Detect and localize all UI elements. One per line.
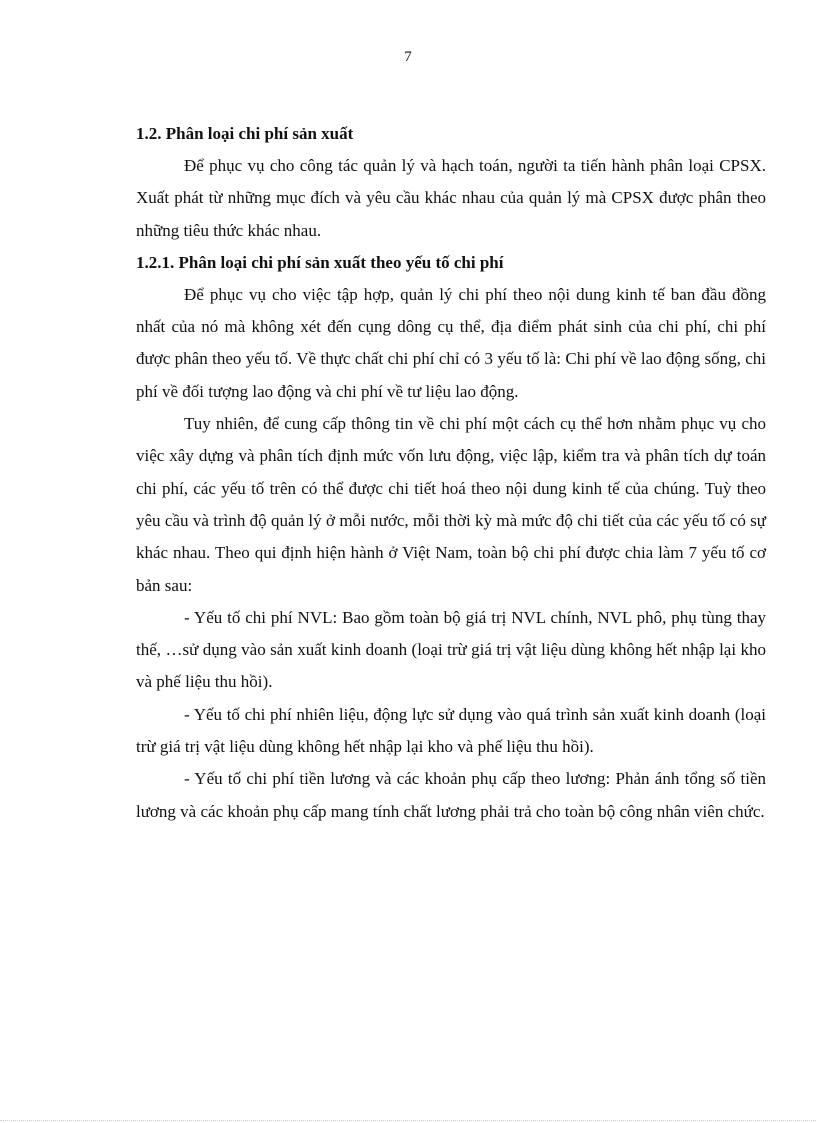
- paragraph: Để phục vụ cho việc tập hợp, quản lý chi phí theo nội dung kinh tế ban đầu đồng nhất của nó mà không xét đến cụng dông cụ thể, địa điểm phát sinh của chi phí, chi phí được phân theo yếu tố. Về thực chất chi phí chỉ có 3 yếu tố là: Chi phí về lao động sống, chi phí về đối tượng lao động và chi phí về tư liệu lao động.: [136, 284, 766, 401]
- section-heading: 1.2. Phân loại chi phí sản xuất: [136, 124, 354, 143]
- paragraph: Để phục vụ cho công tác quản lý và hạch toán, người ta tiến hành phân loại CPSX. Xuất phát từ những mục đích và yêu cầu khác nhau của quản lý mà CPSX được phân theo những tiêu thức khác nhau.: [136, 156, 766, 240]
- list-paragraph: - Yếu tố chi phí NVL: Bao gồm toàn bộ giá trị NVL chính, NVL phô, phụ tùng thay thế, …sử dụng vào sản xuất kinh doanh (loại trừ giá trị vật liệu dùng không hết nhập lại kho và phế liệu thu hồi).: [136, 607, 766, 692]
- document-body: [136, 118, 766, 828]
- page-number: 7: [404, 49, 412, 65]
- paragraph: Tuy nhiên, để cung cấp thông tin về chi phí một cách cụ thể hơn nhằm phục vụ cho việc xây dựng và phân tích định mức vốn lưu động, việc lập, kiểm tra và phân tích dự toán chi phí, các yếu tố trên có thể được chi tiết hoá theo nội dung kinh tế của chúng. Tuỳ theo yêu cầu và trình độ quản lý ở mỗi nước, mỗi thời kỳ mà mức độ chi tiết của các yếu tố có sự khác nhau. Theo qui định hiện hành ở Việt Nam, toàn bộ chi phí được chia làm 7 yếu tố cơ bản sau:: [136, 414, 766, 595]
- page-bottom-divider: [0, 1120, 816, 1121]
- subsection-heading: 1.2.1. Phân loại chi phí sản xuất theo yếu tố chi phí: [136, 252, 504, 272]
- list-paragraph: - Yếu tố chi phí tiền lương và các khoản phụ cấp theo lương: Phản ánh tổng số tiền lương và các khoản phụ cấp mang tính chất lương phải trả cho toàn bộ công nhân viên chức.: [136, 769, 766, 821]
- list-paragraph: - Yếu tố chi phí nhiên liệu, động lực sử dụng vào quá trình sản xuất kinh doanh (loại trừ giá trị vật liệu dùng không hết nhập lại kho và phế liệu thu hồi).: [136, 704, 766, 757]
